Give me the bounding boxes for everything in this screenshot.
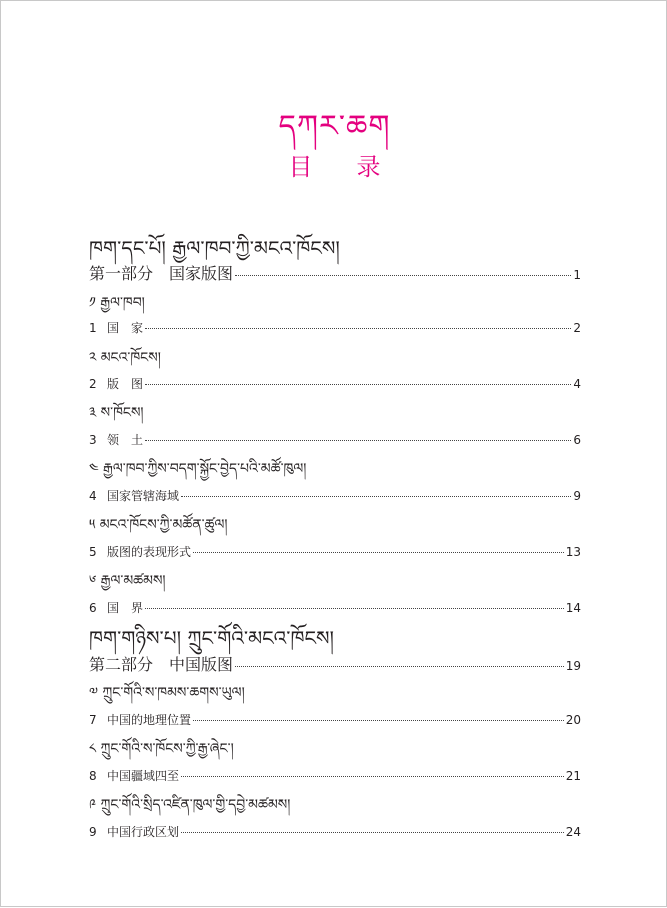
section-page: 20 xyxy=(565,713,581,727)
section-title: 中国疆域四至 xyxy=(107,769,180,783)
section-page: 4 xyxy=(573,377,581,391)
section-page: 9 xyxy=(573,489,581,503)
section-number: 8 xyxy=(89,769,97,783)
section-3-tibetan: ༣ ས་ཁོངས། xyxy=(89,405,144,421)
leader-dots xyxy=(145,440,571,441)
leader-dots xyxy=(145,328,571,329)
section-title: 中国行政区划 xyxy=(107,825,180,839)
leader-dots xyxy=(193,552,564,553)
section-8-entry[interactable] xyxy=(89,767,581,785)
section-number: 9 xyxy=(89,825,97,839)
section-4-entry[interactable] xyxy=(89,487,581,505)
leader-dots xyxy=(181,496,571,497)
section-number: 5 xyxy=(89,545,97,559)
section-page: 13 xyxy=(565,545,581,559)
leader-dots xyxy=(181,832,564,833)
section-1-tibetan: ༡ རྒྱལ་ཁབ། xyxy=(89,295,145,311)
section-number: 7 xyxy=(89,713,97,727)
section-1-entry[interactable] xyxy=(89,319,581,337)
section-title: 版 图 xyxy=(107,377,144,391)
table-of-contents xyxy=(1,1,667,908)
section-7-entry[interactable] xyxy=(89,711,581,729)
section-title: 领 土 xyxy=(107,433,144,447)
section-5-tibetan: ༥ མངའ་ཁོངས་ཀྱི་མཚོན་ཚུལ། xyxy=(89,517,228,533)
section-page: 14 xyxy=(565,601,581,615)
part-1-page: 1 xyxy=(573,268,581,282)
section-6-tibetan: ༦ རྒྱལ་མཚམས། xyxy=(89,573,166,589)
leader-dots xyxy=(235,275,571,276)
section-page: 2 xyxy=(573,321,581,335)
part-1-entry[interactable] xyxy=(89,263,581,285)
leader-dots xyxy=(145,384,571,385)
section-title: 国 界 xyxy=(107,601,144,615)
section-title: 国家管辖海域 xyxy=(107,489,180,503)
section-page: 21 xyxy=(565,769,581,783)
title-chinese: 目录 xyxy=(288,153,425,181)
section-2-entry[interactable] xyxy=(89,375,581,393)
section-4-tibetan: ༤ རྒྱལ་ཁབ་ཀྱིས་བདག་སྐྱོང་བྱེད་པའི་མཚོ་ཁུལ། xyxy=(89,461,307,477)
part-2-entry[interactable] xyxy=(89,654,581,676)
section-title: 中国的地理位置 xyxy=(107,713,192,727)
section-title: 国 家 xyxy=(107,321,144,335)
section-number: 6 xyxy=(89,601,97,615)
section-3-entry[interactable] xyxy=(89,431,581,449)
section-7-tibetan: ༧ ཀྲུང་གོའི་ས་ཁམས་ཆགས་ཡུལ། xyxy=(89,685,245,701)
section-9-entry[interactable] xyxy=(89,823,581,841)
section-9-tibetan: ༩ ཀྲུང་གོའི་སྲིད་འཛིན་ཁུལ་གྱི་དབྱེ་མཚམས། xyxy=(89,797,291,813)
leader-dots xyxy=(145,608,564,609)
section-title: 版图的表现形式 xyxy=(107,545,192,559)
part-2-title: 第二部分 中国版图 xyxy=(89,655,234,674)
section-2-tibetan: ༢ མངའ་ཁོངས། xyxy=(89,350,161,366)
leader-dots xyxy=(235,666,564,667)
leader-dots xyxy=(181,776,564,777)
section-number: 2 xyxy=(89,377,97,391)
section-number: 3 xyxy=(89,433,97,447)
part-1-tibetan-heading: ཁག་དང་པོ། རྒྱལ་ཁབ་ཀྱི་མངའ་ཁོངས། xyxy=(89,236,340,260)
section-5-entry[interactable] xyxy=(89,543,581,561)
section-6-entry[interactable] xyxy=(89,599,581,617)
leader-dots xyxy=(193,720,564,721)
section-page: 6 xyxy=(573,433,581,447)
part-2-page: 19 xyxy=(565,659,581,673)
section-number: 1 xyxy=(89,321,97,335)
part-1-title: 第一部分 国家版图 xyxy=(89,264,234,283)
part-2-tibetan-heading: ཁག་གཉིས་པ། ཀྲུང་གོའི་མངའ་ཁོངས། xyxy=(89,626,334,650)
section-number: 4 xyxy=(89,489,97,503)
section-page: 24 xyxy=(565,825,581,839)
section-8-tibetan: ༨ ཀྲུང་གོའི་ས་ཁོངས་ཀྱི་རྒྱ་ཞེང་། xyxy=(89,741,234,757)
title-tibetan: དཀར་ཆག xyxy=(278,109,391,144)
